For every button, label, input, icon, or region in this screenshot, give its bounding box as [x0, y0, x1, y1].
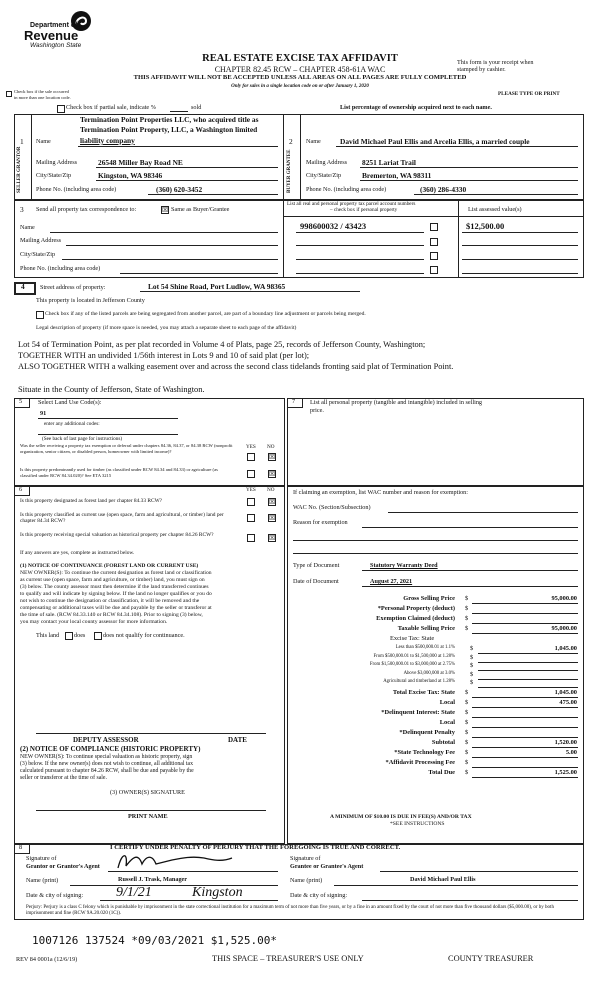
tax-total-dollar-8: $: [465, 768, 469, 776]
section7-number: 7: [292, 398, 296, 405]
buyer-mailing[interactable]: 8251 Lariat Trail: [362, 158, 416, 167]
grantor-sig-label: Signature of: [26, 855, 57, 862]
seller-city-label: City/State/Zip: [36, 172, 72, 179]
deputy-date-label: DATE: [228, 736, 247, 744]
tax-bracket-label-2: From $1,500,000.01 to $3,000,000 at 2.75%: [369, 662, 455, 667]
notice1-line-2: as current use (open space, farm and agriculture, or timber) land, you must sign on: [20, 577, 205, 583]
notice1-line-8: you may contact your local county assessor for more information.: [20, 619, 168, 625]
corr-name-label: Name: [20, 224, 35, 231]
this-land-label: This land: [36, 632, 60, 639]
section3-number: 3: [20, 205, 24, 214]
sold-label: sold: [191, 104, 202, 111]
grantee-date-label: Date & city of signing:: [290, 892, 348, 899]
personal-property-label-2: price.: [310, 407, 324, 414]
tax-total-line-4: [472, 737, 578, 738]
parcel-header-2: – check box if personal property: [330, 207, 398, 213]
partial-percent-field[interactable]: [170, 111, 188, 112]
form-revision: REV 84 0001a (12/6/19): [16, 956, 78, 963]
notice1-line-5: not wish to continue the designation or classification, it will be removed and the: [20, 598, 200, 604]
q5-2-no[interactable]: ☒: [269, 470, 276, 478]
section5-question-2: Is this property predominantly used for timber (as classified under RCW 84.34 and 84.33) or agriculture (as classified under RCW 84.34.020)? See ETA 3215: [20, 467, 218, 478]
legal-line-3[interactable]: ALSO TOGETHER WITH a walking easement over and across the second class tidelands fronting said plat of Termination Point.: [18, 362, 454, 371]
tax-total-value-0[interactable]: 1,045.00: [554, 688, 577, 696]
parcel-number[interactable]: 998600032 / 43423: [300, 221, 367, 231]
buyer-phone[interactable]: (360) 286-4330: [420, 185, 467, 194]
street-address[interactable]: Lot 54 Shine Road, Port Ludlow, WA 98365: [148, 282, 286, 291]
legal-line-1[interactable]: Lot 54 of Termination Point, as per plat recorded in Volume 4 of Plats, page 25, records of Jefferson County, Washington;: [18, 340, 426, 349]
grantor-name[interactable]: Russell J. Trask, Manager: [118, 876, 188, 883]
grantee-sig-label-2: Grantee or Grantee's Agent: [290, 863, 364, 870]
if-any-yes: If any answers are yes, complete as instructed below.: [20, 550, 135, 556]
multi-location-checkbox[interactable]: [6, 91, 12, 97]
tax-bracket-dollar-0: $: [470, 645, 474, 652]
deputy-assessor-label: DEPUTY ASSESSOR: [73, 736, 139, 744]
receipt-note: This form is your receipt when: [457, 59, 534, 66]
yes-header-6: YES: [246, 487, 256, 493]
tax-bracket-label-1: From $500,000.01 to $1,500,000 at 1.28%: [373, 653, 455, 659]
legal-description-label: Legal description of property (if more space is needed, you may attach a separate sheet to each page of the affidavit): [36, 325, 297, 331]
grantor-sig-label-2: Grantor or Grantor's Agent: [26, 863, 100, 870]
partial-sale-checkbox[interactable]: [57, 105, 65, 113]
legal-line-2[interactable]: TOGETHER WITH an undivided 1/56th interest in Lots 9 and 10 of said plat (per lot);: [18, 351, 310, 360]
seller-phone[interactable]: (360) 620-3452: [156, 185, 203, 194]
receipt-stamp: 1007126 137524 *09/03/2021 $1,525.00*: [32, 934, 278, 947]
county-treasurer: COUNTY TREASURER: [448, 954, 534, 963]
tax-total-label-5: Subtotal: [431, 738, 455, 746]
street-label: Street address of property:: [40, 284, 106, 291]
notice2-title: (2) NOTICE OF COMPLIANCE (HISTORIC PROPERTY): [20, 745, 201, 753]
logo-dept: Department of: [30, 22, 78, 29]
seller-side-label: SELLER GRANTOR: [17, 146, 22, 193]
notice2-line-3: calculated pursuant to chapter 84.26 RCW, shall be due and payable by the: [20, 768, 194, 774]
exemption-title: If claiming an exemption, list WAC number and reason for exemption:: [293, 489, 468, 496]
tax-row-label-1: *Personal Property (deduct): [377, 605, 455, 612]
tax-row-value-0[interactable]: 95,000.00: [551, 595, 577, 602]
tax-total-dollar-1: $: [465, 698, 469, 706]
tax-row-label-3: Taxable Selling Price: [397, 625, 455, 632]
tax-total-line-2: [472, 717, 578, 718]
tax-bracket-dollar-1: $: [470, 653, 474, 661]
ownership-note: List percentage of ownership acquired next to each name.: [340, 104, 492, 111]
buyer-name[interactable]: David Michael Paul Ellis and Arcelia Ellis, a married couple: [340, 137, 530, 146]
buyer-city-label: City/State/Zip: [306, 172, 342, 179]
land-use-code[interactable]: 91: [40, 410, 47, 417]
segregated-label: Check box if any of the listed parcels are being segregated from another parcel, are part of a boundary line adjustment or parcels being merged.: [45, 311, 366, 317]
notice2-line-1: NEW OWNER(S): To continue special valuation as historic property, sign: [20, 754, 193, 760]
notice1-line-7: the time of sale. (RCW 84.33.140 or RCW 84.34.108). Prior to signing (3) below,: [20, 612, 203, 618]
tax-row-line-2: [472, 623, 578, 624]
tax-total-dollar-4: $: [465, 728, 469, 736]
tax-total-value-6[interactable]: 5.00: [565, 748, 577, 756]
form-warning: THIS AFFIDAVIT WILL NOT BE ACCEPTED UNLESS ALL AREAS ON ALL PAGES ARE FULLY COMPLETED: [133, 74, 467, 81]
tax-bracket-line-3: [478, 679, 578, 680]
tax-total-line-5: [472, 747, 578, 748]
notice1-line-1: NEW OWNER(S): To continue the current designation as forest land or classification: [20, 570, 212, 576]
section7-box: [287, 398, 584, 486]
seller-name-line3[interactable]: liability company: [80, 136, 135, 145]
parcel-personal-checkbox-4[interactable]: [430, 266, 438, 274]
tax-total-line-8: [472, 777, 578, 778]
tax-total-label-7: *Affidavit Processing Fee: [385, 758, 455, 766]
multi-location-label-2: in more than one location code.: [14, 95, 71, 100]
tax-total-line-3: [472, 727, 578, 728]
tax-row-dollar-0: $: [465, 595, 469, 602]
doc-date-label: Date of Document: [293, 578, 339, 585]
seller-city[interactable]: Kingston, WA 98346: [98, 171, 163, 180]
certify-statement: I CERTIFY UNDER PENALTY OF PERJURY THAT THE FOREGOING IS TRUE AND CORRECT.: [110, 844, 401, 851]
buyer-side-label: BUYER GRANTEE: [287, 149, 292, 193]
notice2-line-4: seller or transferor at the time of sale.: [20, 775, 107, 781]
does-qualify-checkbox[interactable]: [65, 632, 73, 640]
seller-number: 1: [20, 137, 24, 146]
tax-total-label-2: *Delinquent Interest: State: [381, 708, 455, 716]
parcel-personal-checkbox-1[interactable]: [430, 223, 438, 231]
tax-bracket-dollar-3: $: [470, 670, 474, 678]
tax-total-value-5[interactable]: 1,520.00: [554, 738, 577, 746]
notice1-title: (1) NOTICE OF CONTINUANCE (FOREST LAND OR CURRENT USE): [20, 563, 199, 569]
tax-row-dollar-1: $: [465, 605, 469, 612]
q5-2-yes[interactable]: [247, 470, 255, 478]
tax-total-dollar-3: $: [465, 718, 469, 726]
q6-3-yes[interactable]: [247, 534, 255, 542]
corr-phone-label: Phone No. (including area code): [20, 265, 101, 272]
multi-location-label: Check box if the sale occurred: [14, 89, 69, 94]
tax-row-value-3[interactable]: 95,000.00: [551, 625, 577, 632]
tax-row-line-0: [472, 603, 578, 604]
does-label: does: [74, 632, 86, 639]
assessed-value[interactable]: $12,500.00: [466, 221, 505, 231]
tax-total-value-1[interactable]: 475.00: [559, 698, 577, 706]
parcel-personal-checkbox-3[interactable]: [430, 252, 438, 260]
section8-number: 8: [19, 844, 23, 851]
grantor-date-label: Date & city of signing:: [26, 892, 84, 899]
grantor-name-label: Name (print): [26, 877, 59, 884]
no-header-6: NO: [267, 487, 275, 493]
seller-name-label: Name: [36, 138, 51, 145]
buyer-number: 2: [289, 137, 293, 146]
tax-bracket-line-1: [478, 662, 578, 663]
section6-question-3: Is this property receiving special valuation as historical property per chapter 84.26 RCW?: [20, 532, 214, 538]
q6-3-no[interactable]: ☒: [269, 534, 276, 542]
doc-type-label: Type of Document: [293, 562, 340, 569]
see-instructions-note: *SEE INSTRUCTIONS: [390, 821, 445, 827]
buyer-phone-label: Phone No. (including area code): [306, 186, 387, 193]
tax-row-label-2: Exemption Claimed (deduct): [376, 615, 455, 622]
no-header-5: NO: [267, 444, 275, 450]
same-as-buyer-label: Same as Buyer/Grantee: [171, 206, 230, 213]
yes-header-5: YES: [246, 444, 256, 450]
reason-label: Reason for exemption: [293, 519, 348, 526]
tax-total-label-4: *Delinquent Penalty: [399, 728, 455, 736]
form-title: REAL ESTATE EXCISE TAX AFFIDAVIT: [202, 53, 398, 64]
legal-line-4[interactable]: Situate in the County of Jefferson, State of Washington.: [18, 385, 205, 394]
section5-question-1: Was the seller receiving a property tax exemption or deferral under chapters 84.36, 84.37, or 84.38 RCW (nonprofit organization, senior citizen, or disabled person, homeowner with limited income)?: [20, 443, 233, 454]
buyer-name-label: Name: [306, 138, 321, 145]
notice1-line-3: (3) below. The county assessor must then determine if the land transferred continues: [20, 584, 209, 590]
corr-mailing-label: Mailing Address: [20, 237, 62, 244]
q6-2-no[interactable]: ☒: [269, 514, 276, 522]
grantee-name[interactable]: David Michael Paul Ellis: [410, 876, 476, 883]
section4-number: 4: [21, 282, 25, 291]
personal-property-label: List all personal property (tangible and intangible) included in selling: [310, 399, 483, 406]
seller-name-line1[interactable]: Termination Point Properties LLC, who acquired title as: [80, 115, 259, 124]
segregated-checkbox[interactable]: [36, 311, 44, 319]
grantor-signature[interactable]: [112, 848, 262, 872]
tax-row-label-0: Gross Selling Price: [403, 595, 455, 602]
doc-type[interactable]: Statutory Warranty Deed: [370, 562, 438, 569]
logo-name: Revenue: [24, 28, 79, 43]
q6-1-no[interactable]: ☒: [269, 498, 276, 506]
tax-bracket-line-0: [478, 653, 578, 654]
tax-total-label-3: Local: [439, 718, 455, 726]
tax-bracket-line-2: [478, 670, 578, 671]
tax-row-line-1: [472, 613, 578, 614]
tax-row-dollar-2: $: [465, 615, 469, 622]
land-use-label: Select Land Use Code(s):: [38, 399, 102, 406]
county-line: This property is located in Jefferson County: [36, 297, 145, 304]
section5-number: 5: [19, 398, 23, 405]
section6-question-1: Is this property designated as forest land per chapter 84.33 RCW?: [20, 498, 163, 504]
tax-total-value-8[interactable]: 1,525.00: [554, 768, 577, 776]
partial-sale-label: Check box if partial sale, indicate %: [66, 104, 156, 111]
q5-1-no[interactable]: ☒: [269, 453, 276, 461]
seller-phone-label: Phone No. (including area code): [36, 186, 117, 193]
same-as-buyer-checkbox[interactable]: ☒: [162, 206, 169, 214]
tax-row-line-3: [472, 633, 578, 634]
notice1-line-6: compensating or additional taxes will be due and payable by the seller or transferor at: [20, 605, 212, 611]
tax-total-line-0: [472, 697, 578, 698]
only-for-note: Only for sales in a single location code on or after January 1, 2020: [231, 84, 369, 89]
tax-bracket-dollar-2: $: [470, 662, 474, 669]
print-name-label: PRINT NAME: [128, 813, 168, 820]
parcel-personal-checkbox-2[interactable]: [430, 238, 438, 246]
section4-num-box: [14, 282, 36, 295]
grantee-name-label: Name (print): [290, 877, 323, 884]
tax-bracket-label-0: Less than $500,000.01 at 1.1%: [395, 645, 455, 650]
q6-2-yes[interactable]: [247, 514, 255, 522]
tax-total-dollar-7: $: [465, 758, 469, 766]
doc-date[interactable]: August 27, 2021: [370, 578, 413, 585]
tax-total-line-7: [472, 767, 578, 768]
assessed-header: List assessed value(s): [468, 206, 522, 213]
tax-total-dollar-0: $: [465, 688, 469, 696]
dor-logo: [24, 10, 104, 50]
grantor-date[interactable]: 9/1/21: [116, 885, 152, 900]
corr-city-label: City/State/Zip: [20, 251, 56, 258]
section6-number: 6: [19, 486, 23, 493]
minimum-note: A MINIMUM OF $10.00 IS DUE IN FEE(S) AND/OR TAX: [330, 814, 472, 820]
excise-tax-label: Excise Tax: State: [390, 635, 435, 642]
q5-1-yes[interactable]: [247, 453, 255, 461]
tax-bracket-dollar-4: $: [470, 679, 474, 686]
tax-total-line-6: [472, 757, 578, 758]
see-back-label: (See back of last page for instructions): [42, 436, 123, 442]
receipt-note-2: stamped by cashier.: [457, 66, 506, 73]
send-correspondence-label: Send all property tax correspondence to:: [36, 206, 137, 213]
does-not-label: does not qualify for continuance.: [103, 632, 185, 639]
tax-row-dollar-3: $: [465, 625, 469, 632]
tax-bracket-label-3: Above $3,000,000 at 3.0%: [403, 670, 455, 676]
tax-total-line-1: [472, 707, 578, 708]
tax-total-dollar-2: $: [465, 708, 469, 716]
tax-total-label-6: *State Technology Fee: [394, 748, 455, 756]
tax-total-label-1: Local: [439, 698, 455, 706]
tax-bracket-line-4: [478, 687, 578, 688]
does-not-qualify-checkbox[interactable]: [94, 632, 102, 640]
tax-total-label-8: Total Due: [428, 768, 455, 776]
grantor-city[interactable]: Kingston: [192, 885, 243, 900]
additional-codes-label: enter any additional codes:: [44, 421, 100, 427]
perjury-notice: Perjury: Perjury is a class C felony which is punishable by imprisonment in the state correctional institution for a maximum term of not more than five years, or by a fine in an amount fixed by the court of not more than five thousand dollars ($5,000.00), or by both imprisonment and fine (RCW 9A.20.020 (1C)).: [26, 905, 554, 916]
section6-question-2: Is this property classified as current use (open space, farm and agricultural, or timber) land per chapter 84.34 RCW?: [20, 512, 224, 525]
seller-name-line2[interactable]: Termination Point Property, LLC, a Washington limited: [80, 125, 258, 134]
owner-signature-label: (3) OWNER(S) SIGNATURE: [110, 789, 185, 796]
q6-1-yes[interactable]: [247, 498, 255, 506]
seller-mailing[interactable]: 26548 Miller Bay Road NE: [98, 158, 183, 167]
tax-total-label-0: Total Excise Tax: State: [392, 688, 455, 696]
wac-label: WAC No. (Section/Subsection): [293, 504, 371, 511]
tax-bracket-value-0[interactable]: 1,045.00: [554, 645, 577, 652]
notice2-line-2: (3) below. If the new owner(s) does not wish to continue, all additional tax: [20, 761, 194, 767]
form-subtitle: CHAPTER 82.45 RCW – CHAPTER 458-61A WAC: [214, 65, 386, 74]
logo-state: Washington State: [30, 42, 82, 49]
please-type: PLEASE TYPE OR PRINT: [498, 91, 560, 97]
seller-mailing-label: Mailing Address: [36, 159, 78, 166]
grantee-sig-label: Signature of: [290, 855, 321, 862]
tax-bracket-label-4: Agricultural and timberland at 1.28%: [383, 679, 455, 684]
parcel-header: List all real and personal property tax parcel account numbers: [287, 201, 416, 207]
tax-total-dollar-5: $: [465, 738, 469, 746]
treasurer-use-only: THIS SPACE – TREASURER'S USE ONLY: [212, 954, 364, 963]
buyer-city[interactable]: Bremerton, WA 98311: [362, 171, 432, 180]
buyer-mailing-label: Mailing Address: [306, 159, 348, 166]
tax-total-dollar-6: $: [465, 748, 469, 756]
notice1-line-4: to qualify and will indicate by signing below. If the land no longer qualifies or you do: [20, 591, 212, 597]
